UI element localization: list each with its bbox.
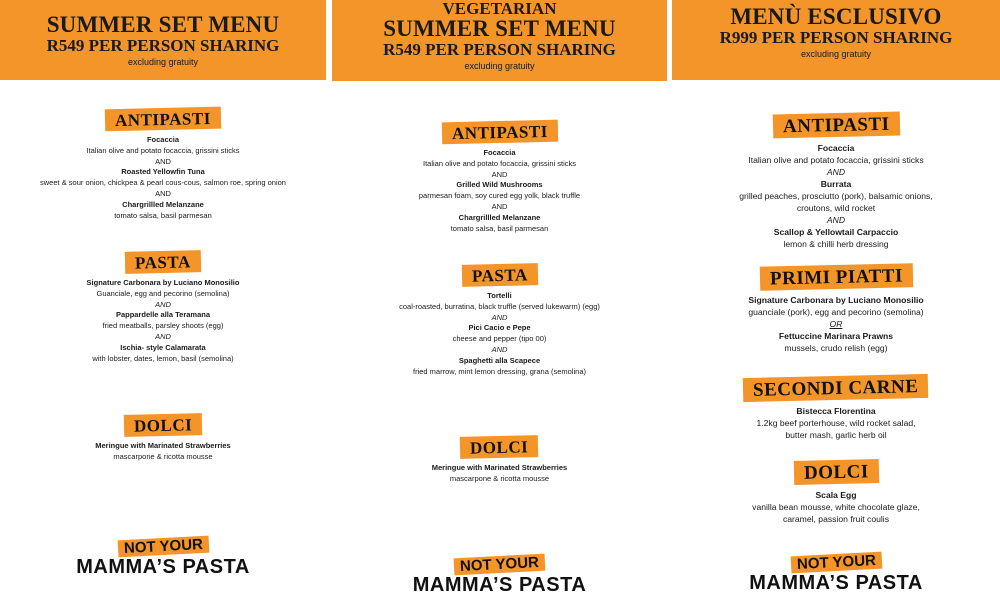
section-title: PRIMI PIATTI: [759, 263, 912, 290]
and-separator: AND: [155, 331, 171, 341]
section-title: ANTIPASTI: [772, 112, 899, 139]
dish-description: butter mash, garlic herb oil: [785, 430, 887, 440]
menu-note: excluding gratuity: [800, 49, 872, 59]
dish-name: Bistecca Florentina: [796, 406, 876, 416]
section-secondi-carne: [672, 376, 1000, 441]
section-title: SECONDI CARNE: [743, 374, 929, 402]
dish-name: Meringue with Marinated Strawberries: [431, 463, 568, 472]
section-dolci: [332, 436, 667, 485]
menu-price: R549 PER PERSON SHARING: [383, 40, 616, 59]
dish-name: Focaccia: [817, 143, 855, 153]
and-separator: AND: [155, 299, 171, 309]
brand-logo: [0, 535, 326, 578]
section-items: [672, 405, 1000, 441]
dish-name: Fettuccine Marinara Prawns: [778, 331, 894, 341]
dish-description: grilled peaches, prosciutto (pork), balsamic onions,: [739, 191, 933, 201]
section-antipasti: [672, 113, 1000, 250]
section-dolci: [0, 414, 326, 463]
menu-title: SUMMER SET MENU: [383, 16, 616, 41]
logo-bottom-text: MAMMA’S PASTA: [749, 572, 923, 594]
and-separator: AND: [491, 201, 508, 211]
section-items: [332, 291, 667, 377]
section-antipasti: [332, 121, 667, 234]
dish-description: fried marrow, mint lemon dressing, grana (semolina): [413, 366, 586, 376]
section-items: [0, 441, 326, 463]
dish-name: Pappardelle alla Teramana: [115, 310, 211, 320]
dish-description: mascarpone & ricotta mousse: [113, 451, 213, 461]
dish-name: Pici Cacio e Pepe: [468, 323, 531, 333]
dish-description: cheese and pepper (tipo 00): [452, 334, 547, 344]
section-dolci: [672, 460, 1000, 525]
dish-description: Italian olive and potato focaccia, grissini sticks: [86, 145, 240, 155]
section-antipasti: [0, 108, 326, 221]
dish-description: vanilla bean mousse, white chocolate glaze,: [752, 502, 920, 512]
dish-description: caramel, passion fruit coulis: [782, 514, 890, 524]
dish-name: Focaccia: [483, 148, 516, 157]
section-title: DOLCI: [460, 435, 539, 459]
dish-description: mascarpone & ricotta mousse: [449, 473, 550, 483]
dish-name: Meringue with Marinated Strawberries: [95, 441, 231, 450]
dish-description: guanciale (pork), egg and pecorino (semolina): [748, 307, 924, 317]
dish-description: parmesan foam, soy cured egg yolk, black truffle: [418, 191, 581, 201]
dish-description: 1.2kg beef porterhouse, wild rocket salad,: [756, 418, 916, 428]
dish-description: with lobster, dates, lemon, basil (semolina): [92, 353, 234, 363]
dish-name: Grilled Wild Mushrooms: [456, 180, 543, 190]
logo-bottom-text: MAMMA’S PASTA: [412, 574, 587, 596]
dish-description: fried meatballs, parsley shoots (egg): [102, 321, 224, 331]
dish-name: Tortelli: [487, 291, 512, 300]
section-title: PASTA: [125, 250, 201, 274]
section-items: [332, 463, 667, 485]
dish-description: lemon & chilli herb dressing: [783, 239, 889, 249]
and-separator: AND: [155, 188, 171, 198]
dish-name: Chargrillled Melanzane: [458, 212, 541, 222]
dish-description: sweet & sour onion, chickpea & pearl cous-cous, salmon roe, spring onion: [40, 178, 286, 188]
section-pasta: [0, 251, 326, 364]
brand-logo: [672, 551, 1000, 594]
menu-header: [332, 0, 667, 81]
logo-top-text: NOT YOUR: [454, 554, 546, 576]
dish-name: Focaccia: [146, 135, 180, 144]
menu-price: R549 PER PERSON SHARING: [46, 36, 280, 55]
and-separator: AND: [491, 169, 508, 179]
menu-price: R999 PER PERSON SHARING: [719, 28, 953, 47]
section-items: [0, 135, 326, 221]
menu-esclusivo: [672, 0, 1000, 600]
menu-note: excluding gratuity: [464, 61, 535, 71]
menu-title: MENÙ ESCLUSIVO: [730, 4, 942, 29]
dish-name: Chargrillled Melanzane: [122, 199, 204, 209]
dish-description: Italian olive and potato focaccia, grissini sticks: [423, 158, 576, 168]
brand-logo: [332, 553, 667, 596]
logo-top-text: NOT YOUR: [790, 552, 882, 574]
section-title: PASTA: [461, 263, 537, 287]
dish-name: Spaghetti alla Scapece: [458, 355, 541, 365]
and-separator: AND: [826, 215, 846, 225]
dish-name: Scala Egg: [815, 490, 857, 500]
menu-pretitle: VEGETARIAN: [442, 0, 557, 18]
menu-note: excluding gratuity: [127, 57, 199, 67]
dish-name: Signature Carbonara by Luciano Monosilio: [86, 278, 240, 287]
vegetarian-summer-set-menu: [332, 0, 667, 600]
dish-name: Scallop & Yellowtail Carpaccio: [773, 227, 899, 237]
section-items: [0, 278, 326, 364]
section-items: [672, 489, 1000, 525]
section-items: [332, 148, 667, 234]
logo-bottom-text: MAMMA’S PASTA: [76, 556, 250, 578]
and-separator: AND: [491, 344, 508, 354]
dish-description: croutons, wild rocket: [796, 203, 876, 213]
section-pasta: [332, 264, 667, 377]
menu-title: SUMMER SET MENU: [46, 12, 280, 37]
section-title: DOLCI: [793, 459, 878, 485]
dish-description: tomato salsa, basil parmesan: [450, 223, 549, 233]
and-separator: AND: [155, 156, 171, 166]
section-items: [672, 142, 1000, 250]
and-separator: AND: [826, 167, 846, 177]
summer-set-menu: [0, 0, 326, 600]
logo-top-text: NOT YOUR: [117, 536, 209, 558]
section-title: ANTIPASTI: [441, 120, 557, 145]
or-separator: OR: [829, 319, 843, 329]
dish-description: Guanciale, egg and pecorino (semolina): [96, 288, 230, 298]
dish-description: tomato salsa, basil parmesan: [114, 210, 212, 220]
section-title: ANTIPASTI: [105, 107, 221, 132]
dish-name: Burrata: [820, 179, 852, 189]
section-title: DOLCI: [124, 413, 203, 437]
dish-name: Signature Carbonara by Luciano Monosilio: [748, 295, 924, 305]
section-items: [672, 294, 1000, 354]
dish-name: Roasted Yellowfin Tuna: [121, 167, 205, 177]
and-separator: AND: [491, 312, 508, 322]
menu-header: [0, 0, 326, 80]
section-primi-piatti: [672, 265, 1000, 354]
dish-name: Ischia- style Calamarata: [120, 342, 206, 352]
dish-description: mussels, crudo relish (egg): [784, 343, 888, 353]
menu-header: [672, 0, 1000, 80]
dish-description: coal-roasted, burratina, black truffle (served lukewarm) (egg): [399, 301, 600, 311]
dish-description: Italian olive and potato focaccia, grissini sticks: [748, 155, 924, 165]
